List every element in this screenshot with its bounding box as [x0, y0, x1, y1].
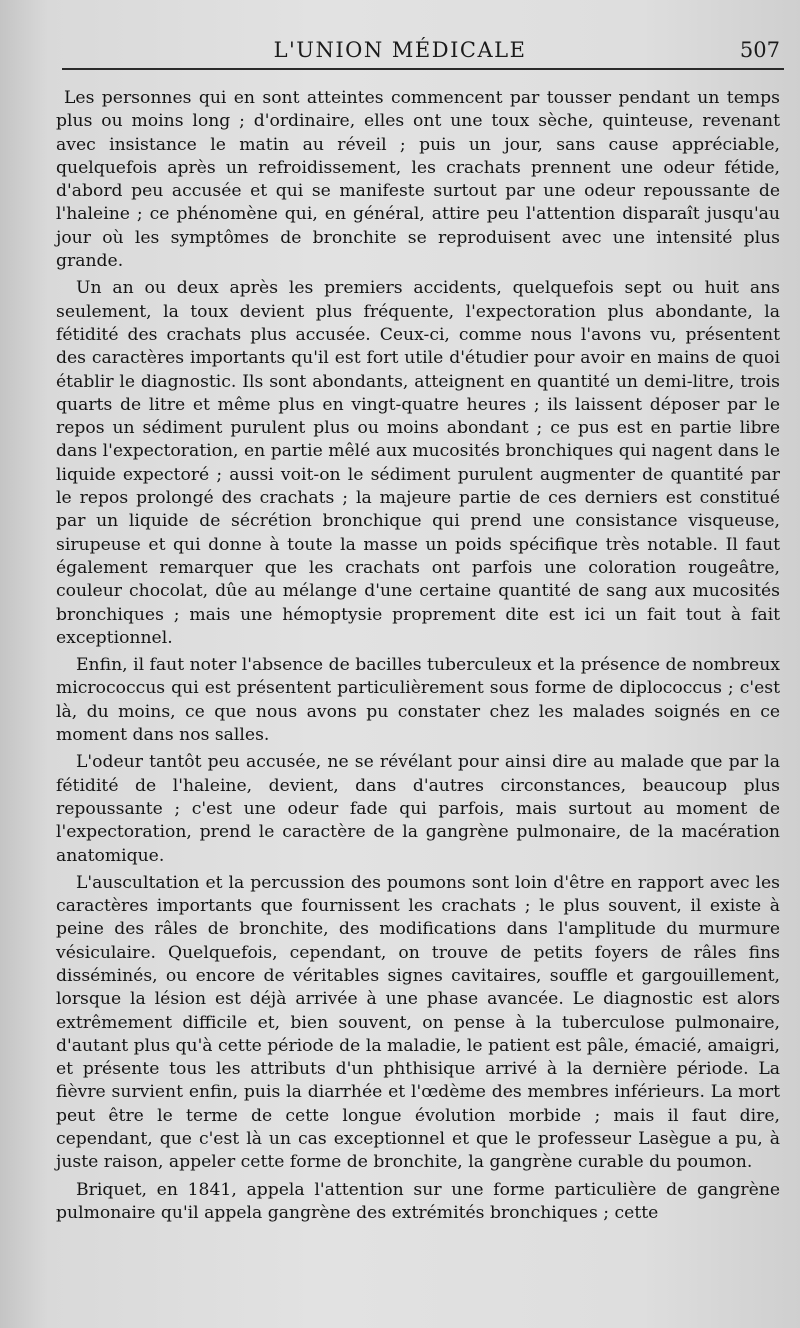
running-title: L'UNION MÉDICALE	[273, 38, 527, 62]
paragraph: Enfin, il faut noter l'absence de bacilles tuberculeux et la présence de nombreux micrococcus qui est présentent particulièrement sous forme de diplococcus ; c'est là, du moins, ce que nous avons pu constater chez les malades soignés en ce moment dans nos salles.	[56, 655, 780, 746]
body-text	[56, 87, 780, 1229]
page-header	[0, 38, 800, 64]
page-number: 507	[739, 38, 780, 62]
paragraph: L'odeur tantôt peu accusée, ne se révélant pour ainsi dire au malade que par la fétidité de l'haleine, devient, dans d'autres circonstances, beaucoup plus repoussante ; c'est une odeur fade qui parfois, mais surtout au moment de l'expectoration, prend le caractère de la gangrène pulmonaire, de la macération anatomique.	[56, 752, 780, 866]
paragraph: L'auscultation et la percussion des poumons sont loin d'être en rapport avec les caractères importants que fournissent les crachats ; le plus souvent, il existe à peine des râles de bronchite, des modifications dans l'amplitude du murmure vésiculaire. Quelquefois, cependant, on trouve de petits foyers de râles fins disséminés, ou encore de véritables signes cavitaires, souffle et gargouillement, lorsque la lésion est déjà arrivée à une phase avancée. Le diagnostic est alors extrêmement difficile et, bien souvent, on pense à la tuberculose pulmonaire, d'autant plus qu'à cette période de la maladie, le patient est pâle, émacié, amaigri, et présente tous les attributs d'un phthisique arrivé à la dernière période. La fièvre survient enfin, puis la diarrhée et l'œdème des membres inférieurs. La mort peut être le terme de cette longue évolution morbide ; mais il faut dire, cependant, que c'est là un cas exceptionnel et que le professeur Lasègue a pu, à juste raison, appeler cette forme de bronchite, la gangrène curable du poumon.	[56, 872, 780, 1173]
paragraph: Un an ou deux après les premiers accidents, quelquefois sept ou huit ans seulement, la toux devient plus fréquente, l'expectoration plus abondante, la fétidité des crachats plus accusée. Ceux-ci, comme nous l'avons vu, présentent des caractères importants qu'il est fort utile d'étudier pour avoir en mains de quoi établir le diagnostic. Ils sont abondants, atteignent en quantité un demi-litre, trois quarts de litre et même plus en vingt-quatre heures ; ils laissent déposer par le repos un sédiment purulent plus ou moins abondant ; ce pus est en partie libre dans l'expectoration, en partie mêlé aux mucosités bronchiques qui nagent dans le liquide expectoré ; aussi voit-on le sédiment purulent augmenter de quantité par le repos prolongé des crachats ; la majeure partie de ces derniers est constitué par un liquide de sécrétion bronchique qui prend une consistance visqueuse, sirupeuse et qui donne à toute la masse un poids spécifique très notable. Il faut également remarquer que les crachats ont parfois une coloration rougeâtre, couleur chocolat, dûe au mélange d'une certaine quantité de sang aux mucosités bronchiques ; mais une hémoptysie proprement dite est ici un fait tout à fait exceptionnel.	[56, 278, 780, 648]
paragraph: Briquet, en 1841, appela l'attention sur une forme particulière de gangrène pulmonaire qu'il appela gangrène des extrémités bronchiques ; cette	[56, 1179, 780, 1223]
paragraph: Les personnes qui en sont atteintes commencent par tousser pendant un temps plus ou moins long ; d'ordinaire, elles ont une toux sèche, quinteuse, revenant avec insistance le matin au réveil ; puis un jour, sans cause appréciable, quelquefois après un refroidissement, les crachats prennent une odeur fétide, d'abord peu accusée et qui se manifeste surtout par une odeur repoussante de l'haleine ; ce phénomène qui, en général, attire peu l'attention disparaît jusqu'au jour où les symptômes de bronchite se reproduisent avec une intensité plus grande.	[56, 88, 780, 272]
header-rule	[62, 68, 784, 70]
